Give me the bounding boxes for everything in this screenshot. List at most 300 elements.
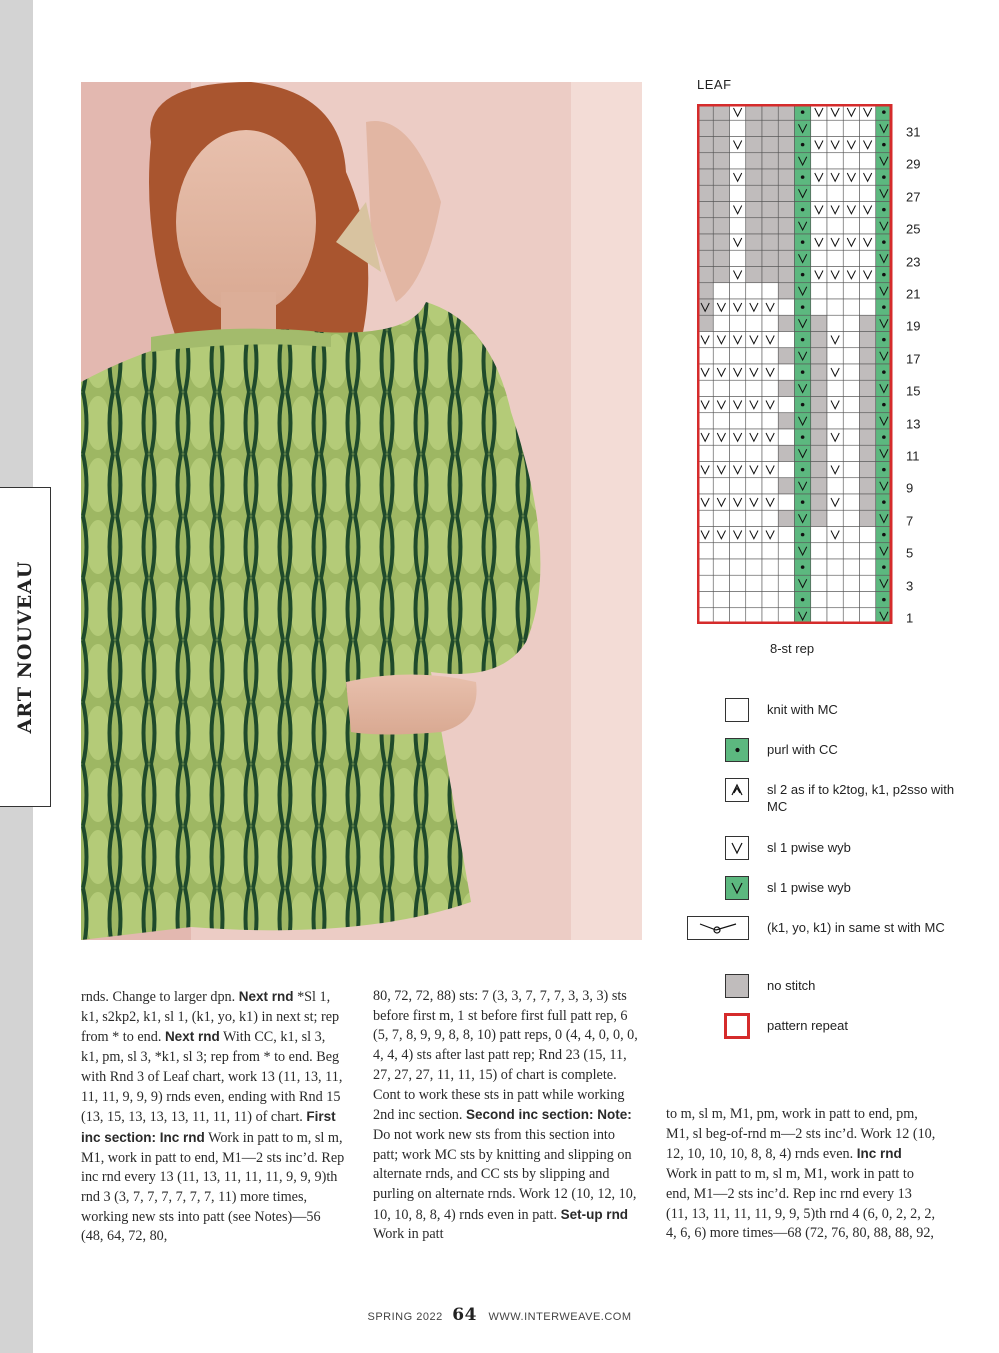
chart-cell — [843, 510, 859, 526]
purl-dot — [801, 240, 805, 244]
chart-cell — [811, 527, 827, 543]
row-number: 25 — [906, 221, 921, 237]
chart-cell — [795, 218, 811, 234]
chart-cell — [762, 169, 778, 185]
row-number: 5 — [906, 545, 914, 561]
chart-cell — [827, 364, 843, 380]
chart-cell — [843, 592, 859, 608]
chart-cell — [811, 218, 827, 234]
chart-cell — [843, 332, 859, 348]
chart-cell — [778, 462, 794, 478]
chart-cell — [746, 120, 762, 136]
chart-cell — [843, 478, 859, 494]
chart-cell — [730, 413, 746, 429]
chart-cell — [811, 478, 827, 494]
chart-cell — [860, 250, 876, 266]
chart-cell — [762, 120, 778, 136]
chart-cell — [730, 445, 746, 461]
section-tab — [0, 487, 51, 807]
body-text: to m, sl m, M1, pm, work in patt to end, pm, M1, sl beg-of-rnd m—2 sts inc’d. Work 12 (10, 12, 10, 10, 10, 8, 8, 4) rnds even. — [666, 1106, 936, 1163]
chart-cell — [746, 267, 762, 283]
chart-cell — [860, 218, 876, 234]
chart-cell — [827, 527, 843, 543]
body-text: Work in patt to m, sl m, M1, work in patt to end, M1—2 sts inc’d. Rep inc rnd every 13 (11, 13, 11, 11, 11, 9, 9, 9)th rnd 3 (3, 7, 7, 7, 7, 7, 7, 11) more times, working new sts into patt (see Notes)—56 (48, 64, 72, 80, — [81, 1129, 345, 1245]
sweater-photo-illustration — [81, 82, 642, 940]
chart-cell — [795, 510, 811, 526]
chart-cell — [778, 153, 794, 169]
chart-cell — [746, 153, 762, 169]
legend-text: (k1, yo, k1) in same st with MC — [767, 920, 945, 935]
chart-cell — [778, 315, 794, 331]
chart-cell — [746, 169, 762, 185]
chart-cell — [860, 527, 876, 543]
purl-dot — [882, 533, 886, 537]
chart-cell — [811, 250, 827, 266]
chart-cell — [778, 267, 794, 283]
chart-cell — [827, 185, 843, 201]
chart-cell — [778, 543, 794, 559]
chart-cell — [730, 575, 746, 591]
chart-cell — [811, 332, 827, 348]
chart-cell — [827, 380, 843, 396]
chart-cell — [795, 120, 811, 136]
chart-cell — [730, 267, 746, 283]
legend-text: sl 2 as if to k2tog, k1, p2sso with MC — [767, 782, 955, 814]
blank-square-icon — [724, 697, 750, 723]
chart-cell — [746, 283, 762, 299]
run-in-heading: Next rnd — [238, 989, 294, 1004]
sweater-photo — [81, 82, 642, 940]
chart-cell — [860, 267, 876, 283]
chart-cell — [762, 413, 778, 429]
chart-cell — [778, 364, 794, 380]
chart-cell — [827, 169, 843, 185]
chart-cell — [746, 445, 762, 461]
chart-cell — [843, 202, 859, 218]
row-number: 17 — [906, 351, 921, 367]
chart-cell — [811, 380, 827, 396]
run-in-heading: Next rnd — [164, 1029, 220, 1045]
chart-cell — [843, 445, 859, 461]
chart-cell — [713, 218, 729, 234]
row-number: 1 — [906, 610, 914, 626]
chart-cell — [746, 462, 762, 478]
chart-cell — [843, 250, 859, 266]
purl-dot — [882, 240, 886, 244]
chart-cell — [730, 234, 746, 250]
chart-cell — [730, 397, 746, 413]
chart-cell — [746, 543, 762, 559]
purl-dot — [882, 565, 886, 569]
chart-cell — [762, 267, 778, 283]
chart-cell — [746, 527, 762, 543]
chart-cell — [713, 348, 729, 364]
purl-dot — [882, 403, 886, 407]
chart-cell — [762, 397, 778, 413]
chart-cell — [713, 202, 729, 218]
chart-cell — [730, 510, 746, 526]
chart-cell — [811, 462, 827, 478]
row-number: 15 — [906, 383, 921, 399]
chart-cell — [827, 332, 843, 348]
chart-cell — [730, 380, 746, 396]
chart-cell — [795, 283, 811, 299]
green-dot-square-icon — [724, 737, 750, 763]
chart-cell — [811, 234, 827, 250]
chart-cell — [746, 478, 762, 494]
chart-cell — [827, 494, 843, 510]
chart-cell — [746, 137, 762, 153]
chart-cell — [843, 413, 859, 429]
row-number: 27 — [906, 189, 921, 205]
purl-dot — [801, 143, 805, 147]
chart-cell — [730, 348, 746, 364]
run-in-heading: First inc section: Inc rnd — [81, 1109, 336, 1145]
chart-cell — [827, 397, 843, 413]
chart-cell — [795, 153, 811, 169]
chart-cell — [762, 250, 778, 266]
chart-cell — [827, 218, 843, 234]
row-number: 29 — [906, 156, 921, 172]
chart-cell — [827, 283, 843, 299]
chart-cell — [778, 332, 794, 348]
chart-cell — [762, 543, 778, 559]
chart-cell — [811, 510, 827, 526]
page-footer — [0, 1305, 999, 1325]
chart-cell — [843, 559, 859, 575]
chart-cell — [827, 234, 843, 250]
chart-cell — [713, 120, 729, 136]
chart-cell — [762, 202, 778, 218]
chart-cell — [811, 348, 827, 364]
chart-cell — [746, 592, 762, 608]
chart-cell — [827, 575, 843, 591]
purl-dot — [882, 208, 886, 212]
chart-cell — [762, 462, 778, 478]
chart-title: LEAF — [697, 77, 732, 92]
chart-cell — [762, 575, 778, 591]
chart-cell — [827, 559, 843, 575]
chart-cell — [746, 413, 762, 429]
chart-cell — [778, 234, 794, 250]
chart-cell — [778, 250, 794, 266]
purl-dot — [801, 273, 805, 277]
purl-dot — [801, 598, 805, 602]
chart-cell — [778, 283, 794, 299]
chart-cell — [713, 169, 729, 185]
chart-cell — [811, 185, 827, 201]
chart-cell — [811, 267, 827, 283]
chart-cell — [762, 527, 778, 543]
chart-cell — [860, 202, 876, 218]
chart-cell — [778, 299, 794, 315]
chart-cell — [762, 185, 778, 201]
chart-cell — [827, 348, 843, 364]
chart-cell — [778, 494, 794, 510]
purl-dot — [801, 565, 805, 569]
footer-site: WWW.INTERWEAVE.COM — [488, 1311, 632, 1323]
text-column-1 — [81, 987, 346, 1247]
chart-cell — [827, 120, 843, 136]
purl-dot — [882, 435, 886, 439]
legend-text: sl 1 pwise wyb — [767, 880, 851, 895]
chart-cell — [827, 543, 843, 559]
body-text: *Sl 1, k1, s2kp2, k1, sl 1, (k1, yo, k1) in next st; rep from * to end. — [81, 989, 340, 1046]
chart-cell — [795, 413, 811, 429]
chart-cell — [778, 202, 794, 218]
chart-cell — [860, 234, 876, 250]
chart-cell — [860, 559, 876, 575]
chart-cell — [762, 153, 778, 169]
chart-cell — [713, 429, 729, 445]
row-number: 11 — [906, 448, 920, 464]
chart-cell — [762, 364, 778, 380]
purl-dot — [882, 175, 886, 179]
chart-cell — [827, 478, 843, 494]
chart-cell — [730, 478, 746, 494]
chart-cell — [778, 380, 794, 396]
chart-cell — [811, 315, 827, 331]
chart-cell — [746, 315, 762, 331]
chart-cell — [843, 169, 859, 185]
chart-cell — [713, 575, 729, 591]
chart-cell — [778, 413, 794, 429]
chart-cell — [762, 559, 778, 575]
chart-cell — [762, 494, 778, 510]
chart-cell — [843, 429, 859, 445]
chart-cell — [811, 283, 827, 299]
chart-cell — [762, 348, 778, 364]
chart-cell — [811, 575, 827, 591]
chart-cell — [860, 137, 876, 153]
chart-cell — [860, 364, 876, 380]
chart-cell — [746, 218, 762, 234]
chart-cell — [860, 380, 876, 396]
chart-cell — [811, 202, 827, 218]
double-decrease-icon — [724, 777, 750, 803]
purl-dot — [882, 143, 886, 147]
chart-cell — [860, 445, 876, 461]
chart-cell — [811, 397, 827, 413]
increase-icon — [686, 915, 750, 941]
row-number: 13 — [906, 416, 921, 432]
chart-cell — [746, 185, 762, 201]
chart-cell — [762, 137, 778, 153]
chart-cell — [762, 315, 778, 331]
purl-dot — [801, 110, 805, 114]
chart-cell — [795, 315, 811, 331]
chart-cell — [843, 283, 859, 299]
chart-cell — [827, 202, 843, 218]
chart-cell — [811, 429, 827, 445]
chart-cell — [730, 283, 746, 299]
chart-cell — [778, 575, 794, 591]
chart-cell — [762, 510, 778, 526]
chart-cell — [746, 380, 762, 396]
text-column-2 — [373, 987, 643, 1245]
chart-cell — [860, 332, 876, 348]
text-column-3 — [666, 1105, 936, 1244]
chart-cell — [713, 494, 729, 510]
chart-cell — [746, 364, 762, 380]
chart-cell — [730, 592, 746, 608]
repeat-label: 8-st rep — [770, 641, 815, 656]
chart-cell — [860, 315, 876, 331]
chart-cell — [713, 185, 729, 201]
chart-cell — [860, 575, 876, 591]
chart-cell — [730, 429, 746, 445]
chart-cell — [730, 137, 746, 153]
chart-cell — [827, 510, 843, 526]
purl-dot — [801, 208, 805, 212]
chart-cell — [730, 543, 746, 559]
chart-cell — [746, 494, 762, 510]
chart-cell — [730, 218, 746, 234]
chart-cell — [860, 153, 876, 169]
chart-cell — [778, 137, 794, 153]
purl-dot — [801, 305, 805, 309]
page-number: 64 — [452, 1305, 477, 1325]
run-in-heading: Inc rnd — [856, 1146, 902, 1162]
chart-cell — [811, 120, 827, 136]
chart-cell — [778, 510, 794, 526]
chart-cell — [778, 527, 794, 543]
chart-cell — [843, 185, 859, 201]
chart-cell — [713, 380, 729, 396]
chart-cell — [778, 592, 794, 608]
chart-cell — [713, 153, 729, 169]
chart-cell — [762, 234, 778, 250]
purl-dot — [882, 338, 886, 342]
purl-dot — [801, 468, 805, 472]
chart-cell — [843, 218, 859, 234]
chart-cell — [746, 429, 762, 445]
chart-cell — [713, 332, 729, 348]
chart-cell — [713, 267, 729, 283]
chart-cell — [860, 120, 876, 136]
purl-dot — [801, 435, 805, 439]
chart-cell — [860, 413, 876, 429]
purl-dot — [882, 598, 886, 602]
chart-cell — [843, 267, 859, 283]
red-square-icon — [724, 1013, 750, 1039]
chart-cell — [795, 543, 811, 559]
chart-cell — [827, 315, 843, 331]
chart-cell — [762, 283, 778, 299]
purl-dot — [882, 500, 886, 504]
chart-cell — [860, 494, 876, 510]
purl-dot — [801, 500, 805, 504]
chart-cell — [730, 185, 746, 201]
chart-cell — [860, 397, 876, 413]
body-text: Work in patt to m, sl m, M1, work in patt to end, M1—2 sts inc’d. Rep inc rnd every 13 (11, 13, 11, 11, 11, 9, 9, 5)th rnd 4 (6, 0, 2, 2, 2, 4, 6, 6) more times—68 (72, 76, 80, 88, 88, 92, — [666, 1166, 936, 1242]
chart-cell — [713, 397, 729, 413]
body-text: Work in patt — [373, 1226, 444, 1243]
chart-cell — [713, 234, 729, 250]
chart-cell — [713, 543, 729, 559]
chart-cell — [746, 575, 762, 591]
row-number: 19 — [906, 318, 921, 334]
green-slip-icon — [724, 875, 750, 901]
chart-cell — [730, 120, 746, 136]
chart-cell — [778, 429, 794, 445]
chart-cell — [730, 332, 746, 348]
chart-cell — [713, 462, 729, 478]
chart-cell — [713, 559, 729, 575]
chart-cell — [843, 234, 859, 250]
chart-cell — [778, 559, 794, 575]
chart-cell — [860, 543, 876, 559]
chart-cell — [746, 559, 762, 575]
chart-cell — [843, 575, 859, 591]
chart-cell — [762, 478, 778, 494]
chart-cell — [713, 510, 729, 526]
chart-cell — [746, 332, 762, 348]
chart-cell — [811, 543, 827, 559]
chart-cell — [843, 380, 859, 396]
chart-cell — [795, 250, 811, 266]
chart-cell — [827, 413, 843, 429]
chart-cell — [827, 429, 843, 445]
chart-cell — [730, 202, 746, 218]
chart-cell — [762, 332, 778, 348]
chart-cell — [811, 559, 827, 575]
chart-cell — [860, 169, 876, 185]
leaf-chart — [697, 104, 893, 624]
chart-cell — [713, 137, 729, 153]
legend-text: purl with CC — [767, 742, 838, 757]
chart-cell — [827, 153, 843, 169]
chart-cell — [713, 445, 729, 461]
chart-cell — [713, 283, 729, 299]
chart-cell — [762, 592, 778, 608]
chart-cell — [778, 397, 794, 413]
chart-cell — [746, 348, 762, 364]
row-number: 23 — [906, 254, 921, 270]
chart-cell — [778, 120, 794, 136]
section-tab-label: ART NOUVEAU — [14, 560, 36, 734]
chart-cell — [811, 299, 827, 315]
legend-text: pattern repeat — [767, 1018, 848, 1033]
chart-cell — [778, 169, 794, 185]
chart-cell — [713, 299, 729, 315]
row-number: 9 — [906, 480, 914, 496]
chart-cell — [795, 575, 811, 591]
chart-cell — [778, 445, 794, 461]
legend-text: knit with MC — [767, 702, 838, 717]
purl-dot — [882, 110, 886, 114]
chart-cell — [860, 510, 876, 526]
chart-cell — [746, 299, 762, 315]
chart-cell — [730, 169, 746, 185]
slip-icon — [724, 835, 750, 861]
purl-dot — [801, 533, 805, 537]
chart-cell — [811, 592, 827, 608]
chart-cell — [827, 445, 843, 461]
chart-cell — [843, 527, 859, 543]
chart-cell — [795, 348, 811, 364]
chart-cell — [730, 494, 746, 510]
chart-cell — [762, 429, 778, 445]
chart-cell — [860, 429, 876, 445]
chart-cell — [730, 462, 746, 478]
chart-cell — [811, 494, 827, 510]
chart-cell — [811, 137, 827, 153]
run-in-heading: Second inc section: Note: — [466, 1107, 632, 1123]
chart-cell — [795, 445, 811, 461]
chart-cell — [713, 413, 729, 429]
chart-cell — [860, 462, 876, 478]
